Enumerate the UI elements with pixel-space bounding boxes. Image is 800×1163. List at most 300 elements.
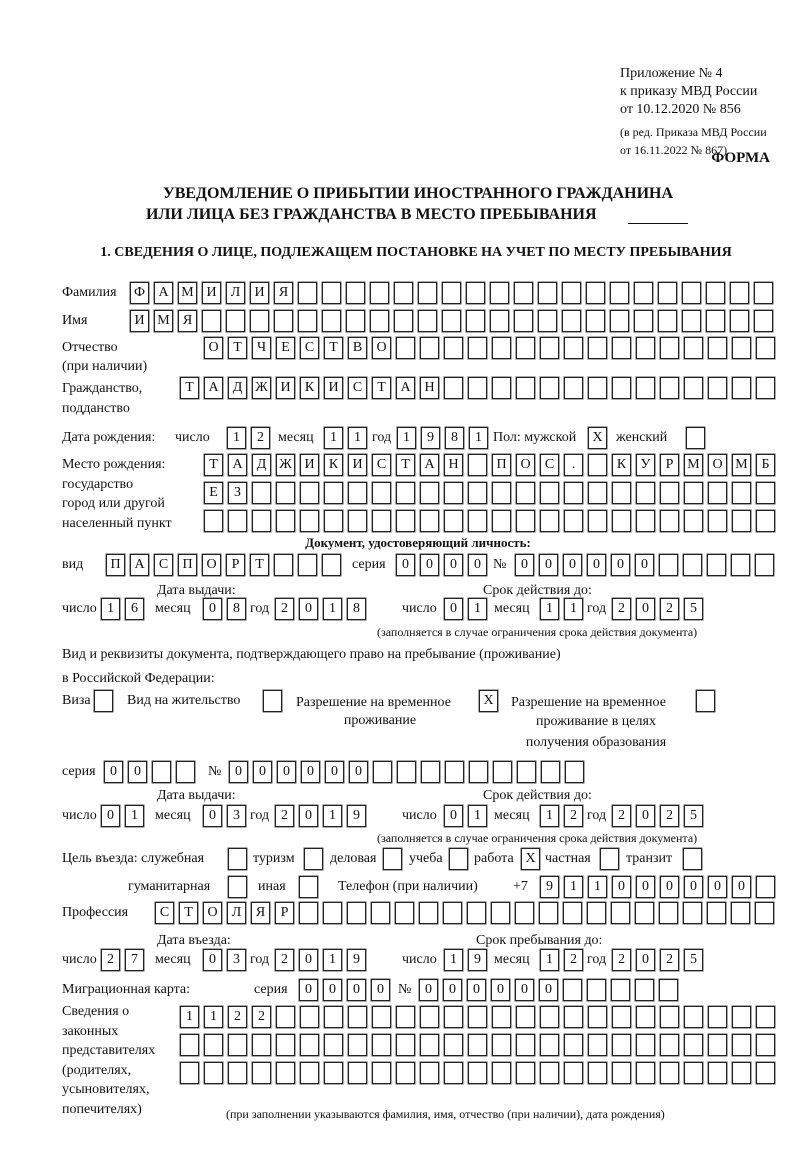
char-cell[interactable] [493, 761, 512, 783]
char-cell[interactable] [517, 761, 536, 783]
char-cell[interactable]: 1 [204, 1006, 223, 1028]
char-cell[interactable] [348, 1034, 367, 1056]
char-cell[interactable] [636, 337, 655, 359]
purpose-tourism-checkbox[interactable] [304, 848, 323, 870]
char-cell[interactable]: 3 [227, 949, 246, 971]
char-cell[interactable] [444, 1006, 463, 1028]
char-cell[interactable]: Ж [276, 454, 295, 476]
char-cell[interactable]: О [204, 337, 223, 359]
char-cell[interactable] [756, 1006, 775, 1028]
char-cell[interactable] [588, 1062, 607, 1084]
char-cell[interactable] [298, 554, 317, 576]
char-cell[interactable]: 8 [227, 598, 246, 620]
char-cell[interactable]: 5 [684, 598, 703, 620]
char-cell[interactable] [442, 310, 461, 332]
char-cell[interactable]: И [348, 454, 367, 476]
char-cell[interactable]: К [300, 377, 319, 399]
char-cell[interactable] [176, 761, 195, 783]
checkbox-cell[interactable] [449, 848, 468, 870]
char-cell[interactable]: 9 [347, 949, 366, 971]
char-cell[interactable]: 2 [101, 949, 120, 971]
char-cell[interactable] [204, 510, 223, 532]
char-cell[interactable]: О [203, 902, 222, 924]
char-cell[interactable]: 0 [299, 805, 318, 827]
char-cell[interactable] [563, 979, 582, 1001]
char-cell[interactable]: 1 [588, 876, 607, 898]
char-cell[interactable] [300, 1006, 319, 1028]
char-cell[interactable] [444, 377, 463, 399]
char-cell[interactable] [252, 1034, 271, 1056]
char-cell[interactable]: Е [204, 482, 223, 504]
char-cell[interactable]: Я [274, 282, 293, 304]
char-cell[interactable]: 1 [444, 949, 463, 971]
char-cell[interactable] [588, 1006, 607, 1028]
char-cell[interactable] [659, 902, 678, 924]
char-cell[interactable] [276, 1006, 295, 1028]
entry-day-field[interactable] [101, 949, 144, 971]
char-cell[interactable] [564, 337, 583, 359]
char-cell[interactable] [396, 510, 415, 532]
char-cell[interactable] [394, 282, 413, 304]
checkbox-cell[interactable] [299, 876, 318, 898]
char-cell[interactable] [324, 1006, 343, 1028]
char-cell[interactable]: 2 [228, 1006, 247, 1028]
char-cell[interactable] [708, 482, 727, 504]
stay-series-field[interactable] [104, 761, 195, 783]
char-cell[interactable]: 0 [349, 761, 368, 783]
char-cell[interactable]: У [636, 454, 655, 476]
char-cell[interactable] [732, 1062, 751, 1084]
checkbox-cell[interactable] [94, 690, 113, 712]
char-cell[interactable] [564, 377, 583, 399]
char-cell[interactable] [684, 510, 703, 532]
char-cell[interactable] [732, 337, 751, 359]
char-cell[interactable] [396, 482, 415, 504]
char-cell[interactable]: 1 [323, 805, 342, 827]
char-cell[interactable] [682, 282, 701, 304]
char-cell[interactable]: 0 [444, 805, 463, 827]
char-cell[interactable] [298, 282, 317, 304]
char-cell[interactable]: 0 [539, 979, 558, 1001]
char-cell[interactable] [492, 1006, 511, 1028]
reps-field-3[interactable] [180, 1062, 775, 1084]
char-cell[interactable] [420, 1034, 439, 1056]
char-cell[interactable] [516, 337, 535, 359]
char-cell[interactable]: З [228, 482, 247, 504]
char-cell[interactable]: 5 [684, 805, 703, 827]
char-cell[interactable] [636, 1034, 655, 1056]
char-cell[interactable]: С [348, 377, 367, 399]
char-cell[interactable]: 0 [636, 598, 655, 620]
char-cell[interactable] [563, 902, 582, 924]
char-cell[interactable]: М [732, 454, 751, 476]
char-cell[interactable] [565, 761, 584, 783]
sex-female-checkbox[interactable] [686, 427, 705, 449]
checkbox-cell[interactable] [686, 427, 705, 449]
char-cell[interactable] [707, 902, 726, 924]
char-cell[interactable] [419, 902, 438, 924]
char-cell[interactable]: 0 [104, 761, 123, 783]
char-cell[interactable] [372, 1034, 391, 1056]
char-cell[interactable]: А [154, 282, 173, 304]
char-cell[interactable] [516, 482, 535, 504]
surname-field[interactable] [130, 282, 773, 304]
char-cell[interactable]: 0 [301, 761, 320, 783]
char-cell[interactable]: С [540, 454, 559, 476]
char-cell[interactable] [756, 482, 775, 504]
char-cell[interactable] [276, 1034, 295, 1056]
char-cell[interactable]: И [300, 454, 319, 476]
char-cell[interactable]: Д [252, 454, 271, 476]
char-cell[interactable]: П [178, 554, 197, 576]
char-cell[interactable] [540, 1034, 559, 1056]
char-cell[interactable] [300, 482, 319, 504]
char-cell[interactable]: 0 [587, 554, 606, 576]
checkbox-cell[interactable] [696, 690, 715, 712]
char-cell[interactable]: 2 [564, 805, 583, 827]
char-cell[interactable]: Т [179, 902, 198, 924]
char-cell[interactable]: В [348, 337, 367, 359]
char-cell[interactable]: 1 [323, 598, 342, 620]
char-cell[interactable] [731, 554, 750, 576]
char-cell[interactable] [204, 1062, 223, 1084]
char-cell[interactable]: 1 [227, 427, 246, 449]
char-cell[interactable] [468, 377, 487, 399]
char-cell[interactable]: О [202, 554, 221, 576]
char-cell[interactable]: Я [178, 310, 197, 332]
char-cell[interactable] [636, 1006, 655, 1028]
char-cell[interactable]: К [612, 454, 631, 476]
char-cell[interactable]: 2 [275, 598, 294, 620]
char-cell[interactable] [468, 482, 487, 504]
char-cell[interactable] [468, 454, 487, 476]
patronymic-field[interactable] [204, 337, 775, 359]
char-cell[interactable]: С [154, 554, 173, 576]
char-cell[interactable]: 0 [444, 554, 463, 576]
char-cell[interactable]: И [276, 377, 295, 399]
checkbox-cell[interactable]: X [521, 848, 540, 870]
char-cell[interactable] [684, 1006, 703, 1028]
char-cell[interactable] [322, 310, 341, 332]
char-cell[interactable]: Л [226, 282, 245, 304]
char-cell[interactable] [444, 482, 463, 504]
sex-male-checkbox[interactable] [588, 427, 607, 449]
char-cell[interactable] [732, 377, 751, 399]
id-valid-day-field[interactable] [444, 598, 487, 620]
char-cell[interactable]: 1 [397, 427, 416, 449]
reps-field-2[interactable] [180, 1034, 775, 1056]
char-cell[interactable] [274, 310, 293, 332]
checkbox-cell[interactable] [228, 848, 247, 870]
char-cell[interactable] [588, 1034, 607, 1056]
checkbox-cell[interactable] [228, 876, 247, 898]
char-cell[interactable]: 0 [708, 876, 727, 898]
char-cell[interactable]: 1 [101, 598, 120, 620]
char-cell[interactable] [514, 282, 533, 304]
char-cell[interactable] [611, 902, 630, 924]
char-cell[interactable] [250, 310, 269, 332]
char-cell[interactable] [372, 1062, 391, 1084]
char-cell[interactable]: 0 [636, 805, 655, 827]
char-cell[interactable] [708, 1062, 727, 1084]
char-cell[interactable] [466, 310, 485, 332]
birth-place-field-3[interactable] [204, 510, 775, 532]
char-cell[interactable] [540, 377, 559, 399]
char-cell[interactable]: 6 [125, 598, 144, 620]
char-cell[interactable] [397, 761, 416, 783]
char-cell[interactable]: 2 [612, 598, 631, 620]
char-cell[interactable] [540, 337, 559, 359]
char-cell[interactable]: А [228, 454, 247, 476]
char-cell[interactable] [420, 337, 439, 359]
mc-number-field[interactable] [419, 979, 678, 1001]
char-cell[interactable]: 9 [540, 876, 559, 898]
char-cell[interactable] [562, 310, 581, 332]
char-cell[interactable] [754, 310, 773, 332]
char-cell[interactable] [373, 761, 392, 783]
reps-field-1[interactable] [180, 1006, 775, 1028]
char-cell[interactable]: 2 [275, 949, 294, 971]
char-cell[interactable] [492, 1062, 511, 1084]
checkbox-cell[interactable] [683, 848, 702, 870]
char-cell[interactable]: 0 [299, 979, 318, 1001]
stay-valid-month-field[interactable] [540, 805, 583, 827]
char-cell[interactable] [370, 282, 389, 304]
char-cell[interactable]: А [130, 554, 149, 576]
char-cell[interactable]: 2 [251, 427, 270, 449]
char-cell[interactable]: 2 [660, 805, 679, 827]
char-cell[interactable]: 1 [180, 1006, 199, 1028]
char-cell[interactable] [492, 1034, 511, 1056]
stay-issue-year-field[interactable] [275, 805, 366, 827]
char-cell[interactable]: 0 [636, 949, 655, 971]
char-cell[interactable] [324, 1034, 343, 1056]
char-cell[interactable]: 1 [469, 427, 488, 449]
char-cell[interactable]: А [396, 377, 415, 399]
char-cell[interactable]: 1 [564, 598, 583, 620]
char-cell[interactable] [421, 761, 440, 783]
char-cell[interactable] [420, 1062, 439, 1084]
char-cell[interactable]: Н [420, 377, 439, 399]
char-cell[interactable]: О [372, 337, 391, 359]
char-cell[interactable]: 0 [101, 805, 120, 827]
char-cell[interactable] [564, 1062, 583, 1084]
char-cell[interactable]: 0 [635, 554, 654, 576]
char-cell[interactable]: П [492, 454, 511, 476]
char-cell[interactable]: 0 [515, 554, 534, 576]
entry-year-field[interactable] [275, 949, 366, 971]
char-cell[interactable]: 8 [347, 598, 366, 620]
char-cell[interactable]: 0 [660, 876, 679, 898]
until-month-field[interactable] [540, 949, 583, 971]
until-year-field[interactable] [612, 949, 703, 971]
char-cell[interactable] [634, 310, 653, 332]
char-cell[interactable]: 5 [684, 949, 703, 971]
char-cell[interactable] [588, 377, 607, 399]
char-cell[interactable]: П [106, 554, 125, 576]
birth-place-field-2[interactable] [204, 482, 775, 504]
char-cell[interactable] [660, 510, 679, 532]
char-cell[interactable]: 0 [467, 979, 486, 1001]
char-cell[interactable] [445, 761, 464, 783]
char-cell[interactable] [152, 761, 171, 783]
char-cell[interactable] [469, 761, 488, 783]
char-cell[interactable] [708, 510, 727, 532]
char-cell[interactable] [659, 979, 678, 1001]
char-cell[interactable] [660, 1062, 679, 1084]
char-cell[interactable]: А [204, 377, 223, 399]
char-cell[interactable] [564, 1034, 583, 1056]
temp-edu-checkbox[interactable] [696, 690, 715, 712]
char-cell[interactable] [731, 902, 750, 924]
char-cell[interactable] [370, 310, 389, 332]
char-cell[interactable] [516, 377, 535, 399]
char-cell[interactable] [490, 282, 509, 304]
char-cell[interactable] [634, 282, 653, 304]
char-cell[interactable] [756, 876, 775, 898]
birth-place-field-1[interactable] [204, 454, 775, 476]
char-cell[interactable] [684, 377, 703, 399]
stay-valid-day-field[interactable] [444, 805, 487, 827]
char-cell[interactable] [610, 310, 629, 332]
char-cell[interactable]: Т [228, 337, 247, 359]
id-issue-month-field[interactable] [203, 598, 246, 620]
char-cell[interactable] [540, 510, 559, 532]
char-cell[interactable] [322, 282, 341, 304]
char-cell[interactable] [492, 377, 511, 399]
citizenship-field[interactable] [180, 377, 775, 399]
char-cell[interactable] [372, 482, 391, 504]
char-cell[interactable] [228, 1034, 247, 1056]
char-cell[interactable]: 1 [540, 805, 559, 827]
char-cell[interactable]: 9 [468, 949, 487, 971]
char-cell[interactable] [372, 510, 391, 532]
char-cell[interactable]: И [250, 282, 269, 304]
char-cell[interactable]: Т [372, 377, 391, 399]
char-cell[interactable] [418, 282, 437, 304]
id-issue-day-field[interactable] [101, 598, 144, 620]
char-cell[interactable]: 1 [468, 598, 487, 620]
char-cell[interactable] [300, 1034, 319, 1056]
char-cell[interactable] [226, 310, 245, 332]
char-cell[interactable] [492, 510, 511, 532]
char-cell[interactable]: 0 [636, 876, 655, 898]
char-cell[interactable] [708, 337, 727, 359]
char-cell[interactable] [612, 1034, 631, 1056]
purpose-service-checkbox[interactable] [228, 848, 247, 870]
char-cell[interactable] [562, 282, 581, 304]
char-cell[interactable]: Е [276, 337, 295, 359]
id-series-field[interactable] [396, 554, 487, 576]
char-cell[interactable] [252, 482, 271, 504]
until-day-field[interactable] [444, 949, 487, 971]
char-cell[interactable]: Я [251, 902, 270, 924]
char-cell[interactable]: 1 [468, 805, 487, 827]
purpose-study-checkbox[interactable] [449, 848, 468, 870]
stay-valid-year-field[interactable] [612, 805, 703, 827]
char-cell[interactable] [420, 482, 439, 504]
char-cell[interactable] [516, 1062, 535, 1084]
char-cell[interactable] [564, 510, 583, 532]
char-cell[interactable] [754, 282, 773, 304]
char-cell[interactable] [612, 482, 631, 504]
char-cell[interactable]: Т [324, 337, 343, 359]
char-cell[interactable] [706, 310, 725, 332]
purpose-transit-checkbox[interactable] [683, 848, 702, 870]
char-cell[interactable]: М [154, 310, 173, 332]
char-cell[interactable]: 0 [491, 979, 510, 1001]
char-cell[interactable] [348, 482, 367, 504]
char-cell[interactable] [564, 482, 583, 504]
stay-issue-day-field[interactable] [101, 805, 144, 827]
char-cell[interactable] [540, 1006, 559, 1028]
char-cell[interactable]: 2 [660, 949, 679, 971]
char-cell[interactable]: 0 [229, 761, 248, 783]
char-cell[interactable] [276, 482, 295, 504]
char-cell[interactable] [588, 454, 607, 476]
char-cell[interactable] [539, 902, 558, 924]
char-cell[interactable] [180, 1034, 199, 1056]
stay-issue-month-field[interactable] [203, 805, 246, 827]
char-cell[interactable] [730, 282, 749, 304]
char-cell[interactable]: 0 [203, 805, 222, 827]
name-field[interactable] [130, 310, 773, 332]
char-cell[interactable] [444, 1062, 463, 1084]
char-cell[interactable] [540, 482, 559, 504]
char-cell[interactable]: 1 [323, 949, 342, 971]
char-cell[interactable]: 0 [128, 761, 147, 783]
char-cell[interactable]: 1 [540, 598, 559, 620]
char-cell[interactable] [516, 510, 535, 532]
char-cell[interactable]: 0 [396, 554, 415, 576]
char-cell[interactable] [658, 282, 677, 304]
char-cell[interactable] [347, 902, 366, 924]
char-cell[interactable]: 1 [564, 876, 583, 898]
char-cell[interactable]: Т [180, 377, 199, 399]
char-cell[interactable] [612, 337, 631, 359]
char-cell[interactable] [636, 377, 655, 399]
char-cell[interactable]: С [372, 454, 391, 476]
char-cell[interactable] [588, 337, 607, 359]
char-cell[interactable] [228, 510, 247, 532]
char-cell[interactable] [418, 310, 437, 332]
char-cell[interactable]: Т [396, 454, 415, 476]
checkbox-cell[interactable]: X [479, 690, 498, 712]
phone-field[interactable] [540, 876, 775, 898]
char-cell[interactable] [683, 554, 702, 576]
char-cell[interactable]: О [708, 454, 727, 476]
char-cell[interactable]: 0 [203, 598, 222, 620]
char-cell[interactable] [612, 1006, 631, 1028]
char-cell[interactable]: 2 [660, 598, 679, 620]
char-cell[interactable]: 0 [612, 876, 631, 898]
char-cell[interactable] [588, 482, 607, 504]
char-cell[interactable] [756, 1034, 775, 1056]
char-cell[interactable] [660, 1034, 679, 1056]
char-cell[interactable] [468, 1062, 487, 1084]
char-cell[interactable] [756, 337, 775, 359]
char-cell[interactable] [612, 510, 631, 532]
checkbox-cell[interactable] [383, 848, 402, 870]
char-cell[interactable] [346, 282, 365, 304]
char-cell[interactable] [684, 337, 703, 359]
birth-month-field[interactable] [324, 427, 367, 449]
char-cell[interactable]: 0 [323, 979, 342, 1001]
char-cell[interactable]: 0 [444, 598, 463, 620]
char-cell[interactable] [756, 510, 775, 532]
char-cell[interactable] [732, 1034, 751, 1056]
char-cell[interactable] [756, 1062, 775, 1084]
